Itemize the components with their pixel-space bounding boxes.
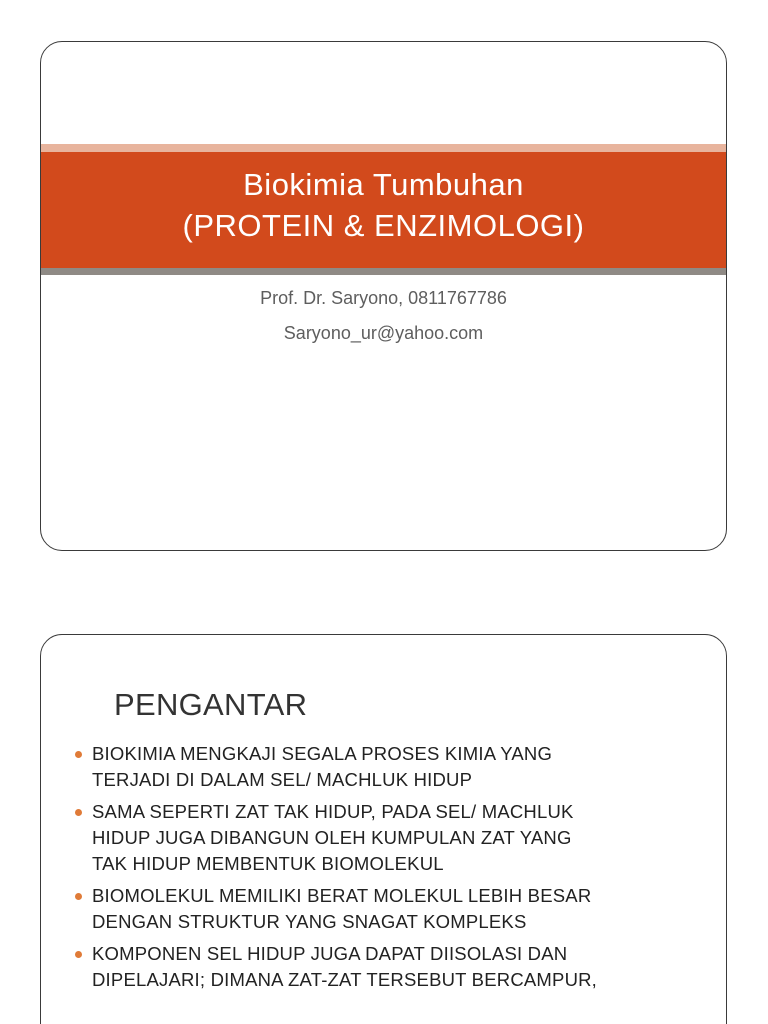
- content-slide: [40, 634, 727, 1024]
- bullet-dot-icon: [75, 893, 82, 900]
- bullet-text: BIOMOLEKUL MEMILIKI BERAT MOLEKUL LEBIH BESAR DENGAN STRUKTUR YANG SNAGAT KOMPLEKS: [92, 885, 592, 932]
- slide-heading: PENGANTAR: [114, 687, 308, 722]
- bullet-item: [75, 941, 705, 993]
- title-slide: [40, 41, 727, 551]
- bullet-dot-icon: [75, 951, 82, 958]
- bullet-item: [75, 799, 705, 877]
- slide-title: Biokimia Tumbuhan: [243, 167, 524, 202]
- bullet-list: [75, 741, 705, 999]
- bullet-text: SAMA SEPERTI ZAT TAK HIDUP, PADA SEL/ MACHLUK HIDUP JUGA DIBANGUN OLEH KUMPULAN ZAT YANG TAK HIDUP MEMBENTUK BIOMOLEKUL: [92, 801, 574, 874]
- author-line: Prof. Dr. Saryono, 0811767786: [260, 288, 507, 308]
- bullet-text: KOMPONEN SEL HIDUP JUGA DAPAT DIISOLASI DAN DIPELAJARI; DIMANA ZAT-ZAT TERSEBUT BERCAMPUR,: [92, 943, 598, 990]
- slide-title-subheading: (PROTEIN & ENZIMOLOGI): [182, 208, 585, 243]
- author-email: Saryono_ur@yahoo.com: [283, 323, 484, 343]
- bullet-item: [75, 741, 705, 793]
- bullet-item: [75, 883, 705, 935]
- bullet-text: BIOKIMIA MENGKAJI SEGALA PROSES KIMIA YANG TERJADI DI DALAM SEL/ MACHLUK HIDUP: [92, 743, 553, 790]
- bullet-dot-icon: [75, 751, 82, 758]
- title-band: [41, 144, 726, 275]
- bullet-dot-icon: [75, 809, 82, 816]
